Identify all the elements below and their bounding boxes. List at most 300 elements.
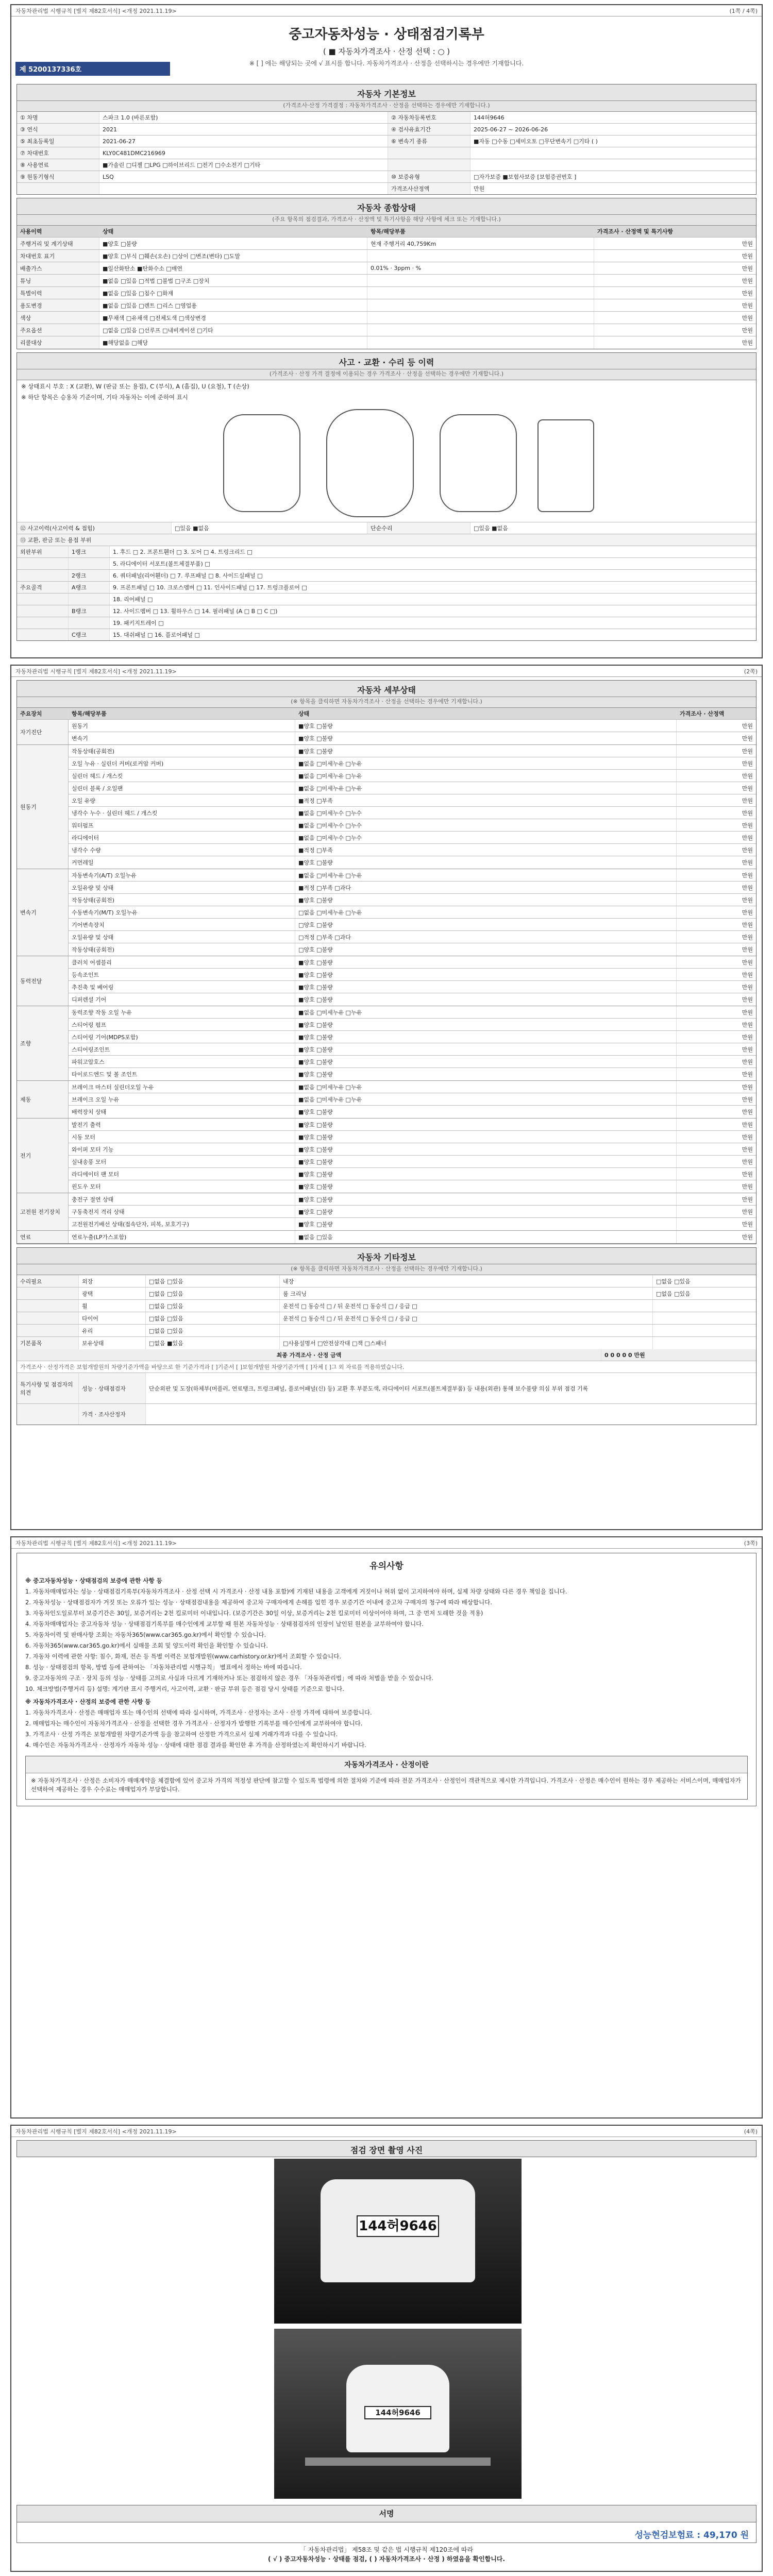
table-row <box>17 299 756 312</box>
item-label: 광택 <box>79 1287 146 1299</box>
item-label: 냉각수 수량 <box>69 844 295 856</box>
item-status: ■해당없음 □해당 <box>99 336 367 349</box>
item-status: ■양호 □불량 <box>295 1068 677 1080</box>
part-list: 5. 라디에이터 서포트(볼트체결부품) □ <box>113 561 210 567</box>
item-label: 오일유량 및 상태 <box>69 931 295 943</box>
table-row <box>69 882 756 894</box>
item-label: 차대번호 표기 <box>17 250 99 262</box>
item-price: 만원 <box>742 1033 753 1041</box>
table-row <box>17 135 756 147</box>
item-status: □없음 □있음 □선루프 □내비게이션 □기타 <box>99 324 367 336</box>
category-label <box>17 1312 79 1324</box>
basic-info-table <box>17 112 756 194</box>
item-detail <box>367 275 594 286</box>
appraisal-definition-text: ※ 자동차가격조사 · 산정은 소비자가 매매계약을 체결함에 있어 중고차 가격의 적정성 판단에 참고할 수 있도록 법령에 의한 절차와 기준에 따라 전문 가격조사 · 산정인이 객관적으로 제시한 가격입니다. 가격조사 · 산정은 매수인이 원하는 경우 제공하는 서비스이며, 매매업자가 선택하여 제공하는 경우 수수료는 매매업자가 부담합니다. <box>31 1777 741 1793</box>
part-list: 1. 후드 □ 2. 프론트휀더 □ 3. 도어 □ 4. 트렁크리드 □ <box>113 549 253 555</box>
item-price: 만원 <box>742 1158 753 1165</box>
field-label <box>388 159 470 171</box>
detail-group <box>17 1193 756 1231</box>
item-price: 만원 <box>742 996 753 1003</box>
page-indicator: (4쪽) <box>744 2128 758 2135</box>
spacer <box>17 1404 79 1425</box>
item-detail <box>367 299 594 311</box>
item-detail: 0.01% · 3ppm · % <box>367 262 594 274</box>
detail-group <box>17 869 756 956</box>
part-rank <box>69 558 110 569</box>
item-status: ■양호 □불량 <box>295 1168 677 1180</box>
part-list: 6. 쿼터패널(리어휀더) □ 7. 루프패널 □ 8. 사이드실패널 □ <box>113 572 263 579</box>
part-rank: 1랭크 <box>69 546 110 557</box>
device-items <box>69 1193 756 1230</box>
notes-section <box>16 1553 757 1806</box>
item-price: 만원 <box>742 884 753 891</box>
item-detail <box>280 1325 653 1336</box>
document-note: ※ [ ] 에는 해당되는 곳에 √ 표시를 합니다. 자동차가격조사 · 산정을 선택하시는 경우에만 기재합니다. <box>249 60 524 67</box>
car-top-view <box>326 409 414 517</box>
field-label: ⑤ 최초등록일 <box>17 135 99 147</box>
special-notes-label: 특기사항 및 점검자의 의견 <box>17 1373 79 1403</box>
note-item: 4. 매수인은 자동차가격조사 · 산정자가 자동차 성능 · 상태에 대한 점검 결과를 확인한 후 가격을 산정하였는지 확인하시기 바랍니다. <box>25 1741 366 1749</box>
table-row <box>17 1337 756 1349</box>
item-status: ■없음 □있음 □렌트 □리스 □영업용 <box>99 299 367 311</box>
item-label: 실내송풍 모터 <box>69 1156 295 1167</box>
field-label <box>388 147 470 159</box>
detail-group <box>17 1118 756 1193</box>
note-item: 1. 자동차가격조사 · 산정은 매매업자 또는 매수인의 선택에 따라 실시하며, 가격조사 · 산정자는 조사 · 산정 가격에 대하여 보증합니다. <box>25 1709 372 1716</box>
appraiser-opinion <box>146 1404 756 1425</box>
form-reference: 자동차관리법 시행규칙 [별지 제82호서식] <개정 2021.11.19> <box>15 1539 177 1547</box>
field-label: ② 자동차등록번호 <box>388 112 470 123</box>
detail-status-table <box>17 720 756 1244</box>
form-reference: 자동차관리법 시행규칙 [별지 제82호서식] <개정 2021.11.19> <box>15 7 177 14</box>
table-row <box>69 1131 756 1143</box>
table-row <box>69 894 756 906</box>
overall-status-table <box>17 238 756 349</box>
table-row <box>17 336 756 349</box>
page-4 <box>10 2125 763 2572</box>
table-row <box>69 956 756 969</box>
category-label <box>17 1287 79 1299</box>
item-price: 만원 <box>742 984 753 991</box>
note-item: 10. 체크방법(주행거리 등) 설명: 계기판 표시 주행거리, 사고이력, 교환 · 판금 부위 등은 점검 당시 상태를 기준으로 합니다. <box>25 1685 344 1692</box>
notes-list <box>25 1708 748 1750</box>
field-value <box>470 159 756 171</box>
part-rank: B랭크 <box>69 605 110 617</box>
item-price: 만원 <box>742 909 753 916</box>
item-status: ■양호 □불량 <box>295 894 677 906</box>
item-status: ■양호 □불량 <box>295 1156 677 1167</box>
item-extra <box>653 1312 756 1324</box>
item-label: 냉각수 누수 · 실린더 헤드 / 개스킷 <box>69 807 295 819</box>
part-group: 주요골격 <box>17 582 69 593</box>
part-list: 19. 패키지트레이 □ <box>113 620 164 626</box>
part-rank: A랭크 <box>69 582 110 593</box>
part-group <box>17 617 69 629</box>
note-item: 5. 자동차이력 및 판매사항 조회는 자동차365(www.car365.go.kr)에서 확인할 수 있습니다. <box>25 1631 266 1638</box>
special-notes-row <box>17 1373 756 1404</box>
item-label: 스티어링 펌프 <box>69 1019 295 1030</box>
item-status: ■없음 □미세누유 □누유 <box>295 1006 677 1018</box>
column-header: 상태 <box>295 708 677 719</box>
item-status: ■양호 □불량 <box>295 1143 677 1155</box>
item-price: 만원 <box>742 1083 753 1091</box>
category-label: 수리필요 <box>17 1275 79 1287</box>
item-detail: 현재 주행거리 40,759Km <box>367 238 594 249</box>
part-rank <box>69 617 110 629</box>
device-items <box>69 1231 756 1243</box>
item-label: 용도변경 <box>17 299 99 311</box>
item-extra: □없음 □있음 <box>656 1278 691 1285</box>
table-header <box>17 226 756 238</box>
item-status: ■없음 □미세누유 □누유 <box>295 869 677 881</box>
item-label: 자동변속기(A/T) 오일누유 <box>69 869 295 881</box>
table-row <box>69 943 756 956</box>
item-price: 만원 <box>742 859 753 866</box>
detail-status-section <box>16 680 757 1244</box>
device-name: 동력전달 <box>17 956 69 1006</box>
item-price: 만원 <box>742 1121 753 1128</box>
part-list: 15. 대쉬패널 □ 16. 플로어패널 □ <box>113 632 200 638</box>
item-status: ■양호 □불량 <box>295 856 677 869</box>
table-row <box>17 262 756 275</box>
item-extra: □없음 □있음 <box>656 1290 691 1297</box>
page-2 <box>10 665 763 1530</box>
item-detail: 내장 <box>280 1275 653 1287</box>
table-row <box>69 770 756 782</box>
item-label: 배출가스 <box>17 262 99 274</box>
accident-history-label: ⑫ 사고이력(사고이력 & 접힘) <box>17 522 172 534</box>
table-row <box>69 969 756 981</box>
item-label: 보유상태 <box>79 1337 146 1349</box>
field-value: □자가보증 ■보험사보증 [보험증권번호 ] <box>474 174 577 180</box>
item-price: 만원 <box>742 1133 753 1141</box>
table-row <box>69 745 756 757</box>
table-row <box>17 1300 756 1312</box>
device-name: 조향 <box>17 1006 69 1080</box>
table-row <box>69 1218 756 1230</box>
section-heading: 자동차 종합상태 <box>17 198 756 215</box>
item-status: ■없음 □미세누유 □누유 <box>295 782 677 794</box>
item-detail <box>367 287 594 299</box>
replaced-parts-table <box>17 546 756 640</box>
table-row <box>69 732 756 744</box>
item-status: ■양호 □불량 <box>295 1218 677 1230</box>
item-status: ■양호 □불량 <box>295 969 677 980</box>
table-row <box>17 250 756 262</box>
item-label: 주요옵션 <box>17 324 99 336</box>
item-label: 타이로드엔드 및 볼 조인트 <box>69 1068 295 1080</box>
item-price: 만원 <box>742 314 753 321</box>
device-name: 연료 <box>17 1231 69 1243</box>
table-row <box>17 159 756 171</box>
item-price: 만원 <box>742 1071 753 1078</box>
item-label: 브레이크 오일 누유 <box>69 1093 295 1105</box>
table-row <box>69 869 756 882</box>
item-status: ■양호 □불량 <box>295 993 677 1006</box>
table-row <box>69 1043 756 1056</box>
table-row <box>69 1168 756 1180</box>
table-row <box>17 1275 756 1287</box>
field-label: 가격조사산정액 <box>388 183 470 194</box>
table-row <box>69 981 756 993</box>
item-price: 만원 <box>742 846 753 854</box>
appraisal-definition-box <box>25 1756 748 1800</box>
page-header <box>11 5 762 16</box>
accident-history-row <box>17 522 756 534</box>
section-note: (가격조사·산정 가격결정 : 자동차가격조사 · 산정을 선택하는 경우에만 기재합니다.) <box>17 101 756 112</box>
item-label: 발전기 출력 <box>69 1118 295 1130</box>
item-price: 만원 <box>742 735 753 742</box>
page-header <box>11 666 762 677</box>
item-label: 브레이크 마스터 실린더오일 누유 <box>69 1081 295 1093</box>
table-row <box>69 1180 756 1193</box>
field-label: ⑨ 원동기형식 <box>17 171 99 182</box>
field-value: 2021 <box>99 124 388 135</box>
item-price: 만원 <box>742 896 753 904</box>
column-header: 주요장치 <box>17 708 69 719</box>
table-row <box>69 794 756 807</box>
item-price: 만원 <box>742 797 753 804</box>
item-price: 만원 <box>742 934 753 941</box>
item-price: 만원 <box>742 1096 753 1103</box>
item-status: ■없음 □있음 □침수 □화재 <box>99 287 367 299</box>
part-rank: 2랭크 <box>69 570 110 581</box>
table-row <box>17 238 756 250</box>
table-row <box>17 546 756 558</box>
document-number: 제 5200137336호 <box>15 62 170 76</box>
detail-group <box>17 745 756 869</box>
accident-history-value: □있음 ■없음 <box>172 522 367 534</box>
section-note: (가격조사 · 산정 가격 결정에 이용되는 경우 가격조사 · 산정을 선택하는 경우에만 기재합니다.) <box>17 369 756 380</box>
item-price: 만원 <box>742 772 753 779</box>
item-status: ■양호 □불량 <box>295 981 677 993</box>
table-row <box>69 757 756 770</box>
section-heading: 사고 · 교환 · 수리 등 이력 <box>17 353 756 369</box>
other-info-table <box>17 1275 756 1349</box>
overall-status-section <box>16 198 757 349</box>
item-status: ■없음 □미세누유 □누유 <box>295 1093 677 1105</box>
item-label: 라디에이터 <box>69 832 295 843</box>
item-price: 만원 <box>742 785 753 792</box>
part-rank: C랭크 <box>69 629 110 640</box>
field-value: 2021-06-27 <box>99 135 388 147</box>
part-group <box>17 629 69 640</box>
device-name: 변속기 <box>17 869 69 956</box>
field-label: ① 차명 <box>17 112 99 123</box>
table-row <box>69 1156 756 1168</box>
page-1 <box>10 4 763 658</box>
table-row <box>17 183 756 194</box>
table-row <box>17 312 756 324</box>
table-row <box>69 1056 756 1068</box>
item-detail <box>367 250 594 262</box>
device-items <box>69 869 756 956</box>
item-detail <box>367 312 594 324</box>
signature-area <box>16 2522 757 2543</box>
item-status: ■양호 □불량 <box>295 1056 677 1067</box>
field-label: ④ 검사유효기간 <box>388 124 470 135</box>
item-price: 만원 <box>742 240 753 247</box>
item-status: ■적정 □부족 □과다 <box>295 882 677 893</box>
field-value <box>470 147 756 159</box>
field-value: ■자동 □수동 □세미오토 □무단변속기 □기타 ( ) <box>474 138 598 145</box>
table-row <box>69 1231 756 1243</box>
table-row <box>17 629 756 640</box>
item-label: 추진축 및 베어링 <box>69 981 295 993</box>
device-items <box>69 1081 756 1118</box>
item-price: 만원 <box>742 1109 753 1115</box>
item-price: 만원 <box>742 290 753 297</box>
page-header <box>11 1537 762 1549</box>
field-label <box>17 183 99 194</box>
item-label: 휠 <box>79 1300 146 1312</box>
item-price: 만원 <box>742 1046 753 1053</box>
note-item: 1. 자동차매매업자는 성능 · 상태점검기록부(자동차가격조사 · 산정 선택 시 가격조사 · 산정 내용 포함)에 기재된 내용을 고객에게 거짓이나 허위 없이 고지하여야 하며, 실제 차량 상태와 다른 경우 책임을 집니다. <box>25 1588 567 1595</box>
item-label: 작동상태(공회전) <box>69 745 295 757</box>
item-label: 충전구 절연 상태 <box>69 1193 295 1205</box>
item-label: 오일 누유 · 실린더 커버(로커암 커버) <box>69 757 295 769</box>
note-item: 6. 자동차365(www.car365.go.kr)에서 실매물 조회 및 양도이력 확인을 확인할 수 있습니다. <box>25 1642 268 1649</box>
item-price: 만원 <box>742 971 753 978</box>
table-row <box>69 1068 756 1080</box>
category-label <box>17 1300 79 1312</box>
item-label: 수동변속기(M/T) 오일누유 <box>69 906 295 918</box>
part-group: 외판부위 <box>17 546 69 557</box>
part-rank <box>69 594 110 605</box>
item-detail <box>367 324 594 336</box>
table-row <box>17 112 756 124</box>
item-label: 파워고압호스 <box>69 1056 295 1067</box>
field-value: ■가솔린 □디젤 □LPG □하이브리드 □전기 □수소전기 □기타 <box>99 159 388 171</box>
item-status: ■없음 □미세누유 □누유 <box>295 1081 677 1093</box>
notes-subheading: ※ 자동차가격조사 · 산정의 보증에 관한 사항 등 <box>25 1698 151 1705</box>
item-label: 원동기 <box>69 720 295 732</box>
item-status: □없음 □있음 <box>146 1312 280 1324</box>
car-rear-view <box>440 414 517 512</box>
category-label <box>17 1325 79 1336</box>
table-row <box>69 832 756 844</box>
form-reference: 자동차관리법 시행규칙 [별지 제82호서식] <개정 2021.11.19> <box>15 2128 177 2135</box>
item-label: 구동축전지 격리 상태 <box>69 1206 295 1217</box>
item-price: 만원 <box>742 760 753 767</box>
item-label: 특별이력 <box>17 287 99 299</box>
column-header: 사용이력 <box>17 226 99 237</box>
parts-header: ⑬ 교환, 판금 또는 용접 부위 <box>17 534 756 546</box>
table-row <box>69 856 756 869</box>
note-item: 9. 중고자동차의 구조 · 장치 등의 성능 · 상태를 고의로 사실과 다르게 기재하거나 또는 점검하지 않은 경우 「자동차관리법」에 따라 처벌을 받을 수 있습니다. <box>25 1674 433 1682</box>
item-status: ■없음 □미세누유 □누유 <box>295 770 677 782</box>
table-row <box>17 558 756 570</box>
table-row <box>69 1118 756 1131</box>
table-row <box>69 919 756 931</box>
device-name: 전기 <box>17 1118 69 1193</box>
item-label: 타이어 <box>79 1312 146 1324</box>
field-label: ③ 연식 <box>17 124 99 135</box>
photos-heading: 점검 장면 촬영 사진 <box>16 2140 757 2157</box>
item-label: 실린더 헤드 / 개스킷 <box>69 770 295 782</box>
item-status: ■적정 □부족 <box>295 844 677 856</box>
accident-history-section <box>16 352 757 641</box>
item-status: □없음 □있음 <box>146 1275 280 1287</box>
item-status: ■양호 □불량 <box>99 238 367 249</box>
item-status: ■없음 □미세누수 □누수 <box>295 832 677 843</box>
item-label: 고전원전기배선 상태(접속단자, 피복, 보호기구) <box>69 1218 295 1230</box>
device-name: 자기진단 <box>17 720 69 744</box>
item-detail <box>367 336 594 349</box>
item-status: ■양호 □부식 □훼손(오손) □상이 □변조(변타) □도말 <box>99 250 367 262</box>
final-price-title: 최종 가격조사 · 산정 금액 <box>17 1349 601 1361</box>
license-plate: 144허9646 <box>364 2406 431 2419</box>
table-row <box>17 287 756 299</box>
note-item: 4. 자동차매매업자는 중고자동차 성능 · 상태점검기록부를 매수인에게 교부할 때 원본 자동차성능 · 상태점검자의 인장이 날인된 원본을 교부하여야 합니다. <box>25 1620 424 1628</box>
table-row <box>17 171 756 183</box>
table-row <box>17 124 756 135</box>
document-title: 중고자동차성능 · 상태점검기록부 <box>289 27 484 42</box>
table-row <box>69 1019 756 1031</box>
other-info-section <box>16 1247 757 1425</box>
item-extra <box>653 1325 756 1336</box>
car-diagram <box>17 404 756 522</box>
part-list: 9. 프론트패널 □ 10. 크로스멤버 □ 11. 인사이드패널 □ 17. 트렁크플로어 □ <box>113 584 307 591</box>
field-value: KLY0C481DMC216969 <box>99 147 388 159</box>
device-items <box>69 956 756 1006</box>
item-detail: 룸 크리닝 <box>280 1287 653 1299</box>
item-status: ■무채색 □유채색 □전체도색 □색상변경 <box>99 312 367 324</box>
section-note: (※ 항목을 클릭하면 자동차가격조사 · 산정을 선택하는 경우에만 기재합니다.) <box>17 697 756 708</box>
table-row <box>69 1206 756 1218</box>
item-price: 만원 <box>742 959 753 966</box>
item-detail: 운전석 □ 동승석 □ / 뒤 운전석 □ 동승석 □ / 응급 □ <box>280 1300 653 1312</box>
item-status: ■양호 □불량 <box>295 1106 677 1118</box>
item-label: 윈도우 모터 <box>69 1180 295 1193</box>
device-items <box>69 1006 756 1080</box>
field-value: 144허9646 <box>474 114 505 121</box>
item-label: 라디에이터 팬 모터 <box>69 1168 295 1180</box>
section-heading: 자동차 기본정보 <box>17 84 756 101</box>
table-row <box>17 570 756 582</box>
inspector-label: 성능 · 상태점검자 <box>79 1373 146 1403</box>
item-status: ■일산화탄소 ■탄화수소 □매연 <box>99 262 367 274</box>
item-status: ■적정 □부족 <box>295 794 677 806</box>
table-row <box>17 582 756 594</box>
item-price: 만원 <box>742 1146 753 1153</box>
item-status: ■없음 □미세누수 □누수 <box>295 819 677 831</box>
table-row <box>69 844 756 856</box>
section-note: (※ 항목을 클릭하면 자동차가격조사 · 산정을 선택하는 경우에만 기재합니다.) <box>17 1264 756 1275</box>
item-extra <box>653 1337 756 1349</box>
device-items <box>69 1118 756 1193</box>
field-value <box>99 183 388 194</box>
item-label: 등속조인트 <box>69 969 295 980</box>
item-price: 만원 <box>742 340 753 346</box>
item-price: 만원 <box>742 946 753 953</box>
lift-platform <box>305 2458 491 2466</box>
column-header: 가격조사 · 산정액 및 특기사항 <box>597 228 674 235</box>
section-note: (주요 항목의 점검결과, 가격조사 · 산정액 및 특기사항을 해당 사항에 체크 또는 기재합니다.) <box>17 215 756 226</box>
car-front-view <box>223 414 300 512</box>
page-indicator: (1쪽 / 4쪽) <box>729 7 758 14</box>
item-status: ■양호 □불량 <box>295 745 677 757</box>
license-plate: 144허9646 <box>357 2215 439 2237</box>
item-label: 동력조향 작동 오일 누유 <box>69 1006 295 1018</box>
part-list: 12. 사이드멤버 □ 13. 휠하우스 □ 14. 필러패널 (A □ B □ C □) <box>113 608 278 615</box>
item-status: □없음 □미세누유 □누유 <box>295 906 677 918</box>
item-price: 만원 <box>742 748 753 755</box>
table-row <box>69 782 756 794</box>
item-status: ■양호 □불량 <box>295 1206 677 1217</box>
note-item: 3. 자동차인도일로부터 보증기간은 30일, 보증거리는 2천 킬로미터 이내입니다. (보증기간은 30일 이상, 보증거리는 2천 킬로미터 이상이어야 하며, 그 중 먼저 도래한 것을 적용) <box>25 1609 483 1617</box>
item-label: 튜닝 <box>17 275 99 286</box>
